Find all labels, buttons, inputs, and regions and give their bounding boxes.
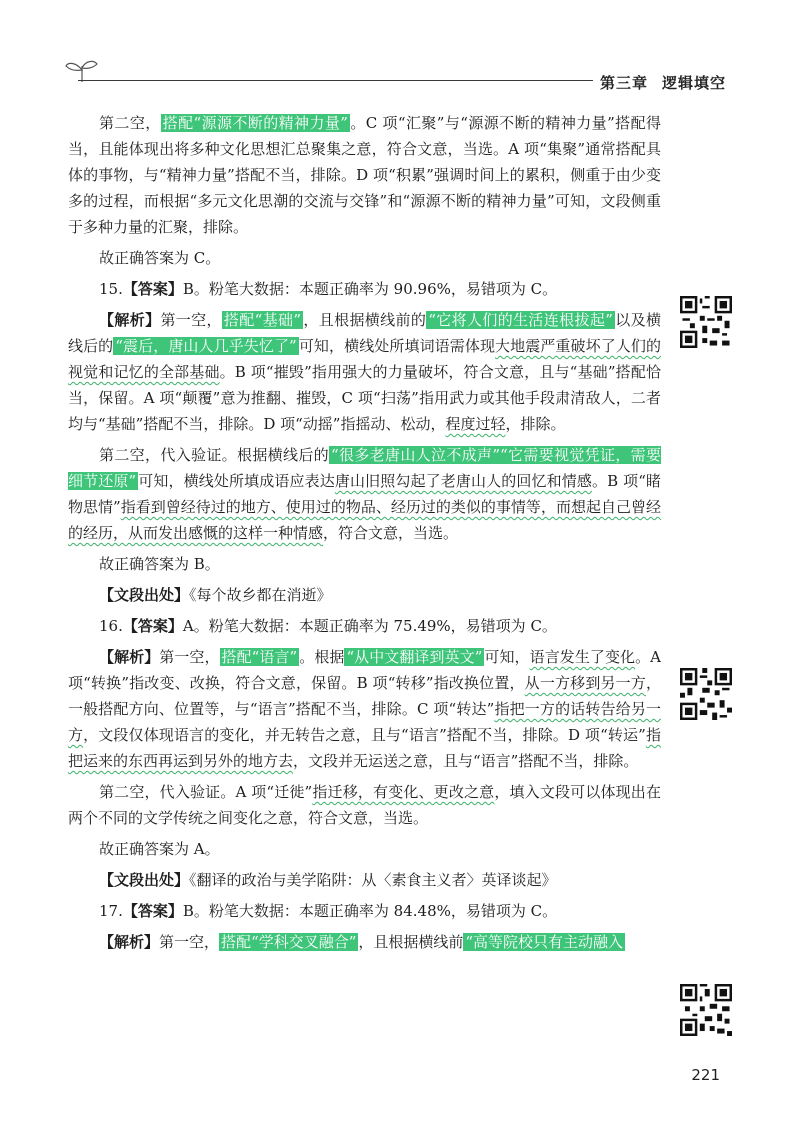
answer-line-q15: 故正确答案为 B。: [99, 555, 220, 573]
chapter-title: 逻辑填空: [661, 74, 726, 92]
text-span: 可知，横线处所填成语应表达: [138, 472, 335, 490]
answer-label: 【答案】: [122, 280, 183, 298]
text-span: 第一空，: [159, 648, 220, 666]
highlight: “它将人们的生活连根拔起”: [428, 311, 613, 329]
chapter-heading: [600, 72, 726, 93]
source-q15: [68, 582, 661, 608]
qr-code-icon[interactable]: [680, 296, 732, 348]
text-span: ，填入文段可以体现出在两个不同的文学传统之间变化之意，符合文意，当选。: [68, 783, 661, 827]
highlight: “很多老唐山人泣不成声”“它需要视觉凭证，需要细节还原”: [68, 446, 661, 490]
text-span: ，且根据横线前的: [303, 311, 427, 329]
analysis-q15-blank1: [68, 307, 661, 437]
text-span: 可知，横线处所填词语需体现: [298, 337, 496, 355]
underlined-text: 大地震严重破坏了人们的视觉和记忆的全部基础: [68, 337, 661, 381]
analysis-label: 【解析】: [99, 933, 160, 951]
highlight: 搭配“源源不断的精神力量”: [162, 114, 348, 132]
chapter-number: 第三章: [599, 74, 648, 92]
paragraph-q14-blank2: [68, 110, 661, 240]
analysis-q16-blank1: [68, 644, 661, 774]
source-q16: [68, 867, 661, 893]
answer-q15: [68, 276, 661, 302]
text-span: 。B 项“睹物思情”: [68, 472, 661, 516]
answer-explanation-body: [68, 110, 661, 960]
underlined-text: 指看到曾经待过的地方、使用过的物品、经历过的类似的事情等，而想起自己曾经的经历，从而发出感慨的这样一种情感: [68, 498, 661, 542]
highlight: 搭配“基础”: [223, 311, 302, 329]
text-span: 。根据: [299, 648, 345, 666]
text-span: 以及横线后的: [68, 311, 661, 355]
text-span: ，文段仅体现语言的变化，并无转告之意，且与“语言”搭配不当，排除。D 项“转运”: [83, 726, 646, 744]
analysis-q15-blank2: [68, 442, 661, 546]
source-label: 【文段出处】: [99, 871, 190, 889]
text-span: ，排除。: [505, 415, 566, 433]
analysis-q16-blank2: [68, 779, 661, 831]
answer-q16: [68, 613, 661, 639]
text-span: 。C 项“汇聚”与“源源不断的精神力量”搭配得当，且能体现出将多种文化思想汇总聚集之意，符合文意，当选。A 项“集聚”通常搭配具体的事物，与“精神力量”搭配不当，排除。D 项“积累”强调时间上的累积，侧重于由少变多的过程，而根据“多元文化思潮的交流与交锋”和“源源不断的精神力量”可知，文段侧重于多种力量的汇聚，排除。: [68, 114, 661, 236]
leaf-icon: [62, 56, 102, 86]
qr-code-icon[interactable]: [680, 668, 732, 720]
analysis-q17-blank1: [68, 929, 661, 955]
underlined-text: 从一方移到另一方: [524, 674, 646, 692]
source-title: 《翻译的政治与美学陷阱：从〈素食主义者〉英译谈起》: [189, 871, 557, 889]
underlined-text: 指迁移，有变化、更改之意: [312, 783, 495, 801]
question-number: 16.: [99, 617, 123, 635]
text-span: 第一空，: [159, 933, 220, 951]
text-span: 。A 项“转换”指改变、改换，符合文意，保留。B 项“转移”指改换位置，: [68, 648, 661, 692]
highlight: “高等院校只有主动融入: [465, 933, 624, 951]
answer-q17: [68, 898, 661, 924]
answer-text: B。粉笔大数据：本题正确率为 84.48%，易错项为 C。: [182, 902, 558, 920]
text-span: 。B 项“摧毁”指用强大的力量破坏，符合文意，且与“基础”搭配恰当，保留。A 项“颠覆”意为推翻、摧毁，C 项“扫荡”指用武力或其他手段肃清敌人，二者均与“基础”搭配不当，排除。D 项“动摇”指摇动、松动，: [68, 363, 661, 433]
answer-line-q16: 故正确答案为 A。: [99, 840, 220, 858]
analysis-label: 【解析】: [99, 648, 160, 666]
page-number: 221: [691, 1066, 720, 1084]
answer-label: 【答案】: [122, 902, 183, 920]
question-number: 17.: [99, 902, 123, 920]
highlight: “从中文翻译到英文”: [346, 648, 483, 666]
question-number: 15.: [99, 280, 123, 298]
source-title: 《每个故乡都在消逝》: [189, 586, 332, 604]
highlight: 搭配“学科交叉融合”: [221, 933, 357, 951]
text-span: ，文段并无运送之意，且与“语言”搭配不当，排除。: [293, 752, 639, 770]
source-label: 【文段出处】: [99, 586, 190, 604]
highlight: 搭配“语言”: [221, 648, 298, 666]
text-span: ，符合文意，当选。: [323, 524, 459, 542]
answer-line-q14: 故正确答案为 C。: [99, 249, 221, 267]
analysis-label: 【解析】: [99, 311, 161, 329]
underlined-text: 程度过轻: [445, 415, 506, 433]
qr-code-icon[interactable]: [680, 984, 732, 1036]
answer-text: A。粉笔大数据：本题正确率为 75.49%，易错项为 C。: [182, 617, 557, 635]
underlined-text: 指把运来的东西再运到另外的地方去: [68, 726, 661, 770]
underlined-text: 指把一方的话转告给另一方: [68, 700, 661, 744]
text-span: 可知，: [484, 648, 530, 666]
text-span: 第一空，: [160, 311, 222, 329]
text-span: 第二空，代入验证。根据横线后的: [99, 446, 329, 464]
answer-text: B。粉笔大数据：本题正确率为 90.96%，易错项为 C。: [182, 280, 558, 298]
underlined-text: 语言发生了变化: [529, 648, 636, 666]
text-span: 第二空，代入验证。A 项“迁徙”: [99, 783, 313, 801]
answer-label: 【答案】: [122, 617, 183, 635]
text-span: ，一般搭配方向、位置等，与“语言”搭配不当，排除。C 项“转达”: [68, 674, 661, 718]
underlined-text: 唐山旧照勾起了老唐山人的回忆和情感: [334, 472, 593, 490]
highlight: “震后，唐山人几乎失忆了”: [115, 337, 297, 355]
text-span: 第二空，: [99, 114, 161, 132]
text-span: ，且根据横线前: [358, 933, 464, 951]
header-rule: [78, 80, 593, 81]
